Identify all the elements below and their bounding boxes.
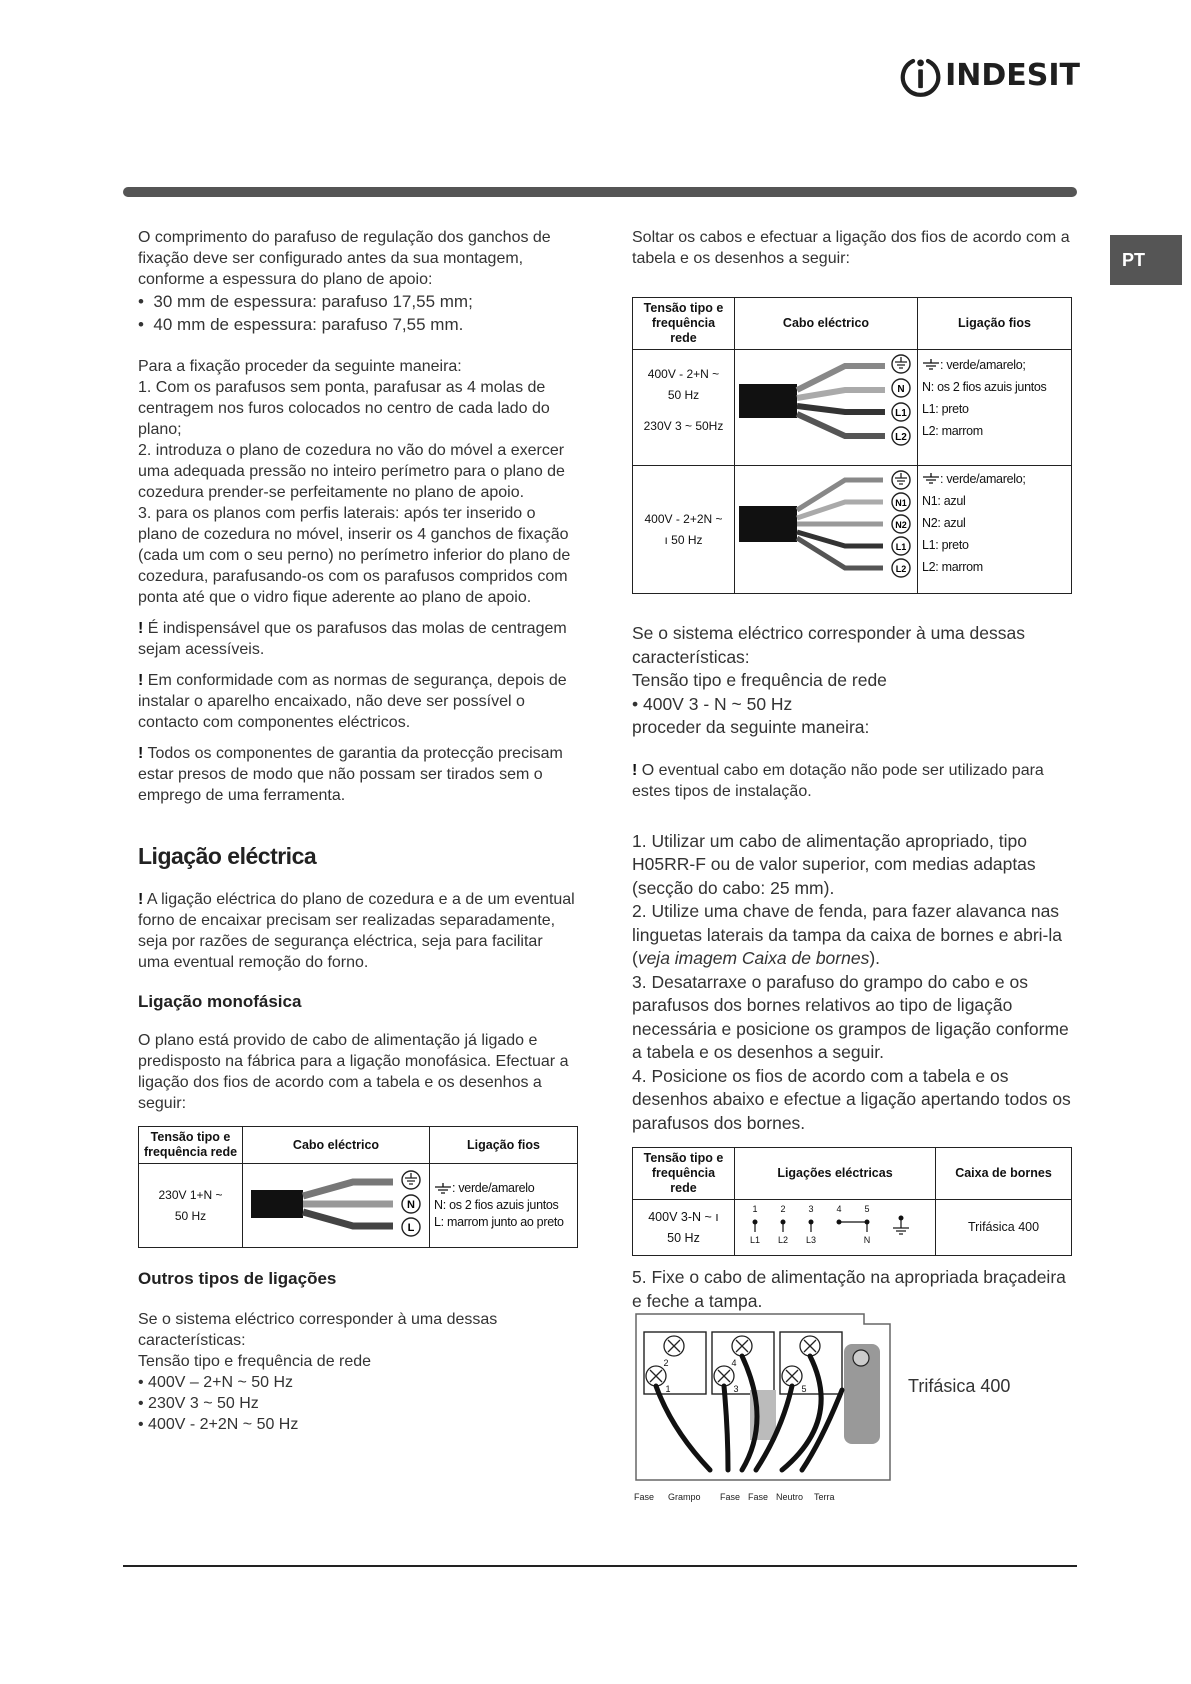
legend-line: N2: azul <box>922 515 966 530</box>
legend-line: : verde/amarelo; <box>918 354 1071 376</box>
language-tab: PT <box>1110 235 1182 285</box>
table-header: Cabo eléctrico <box>243 1127 430 1164</box>
svg-text:L2: L2 <box>895 432 907 443</box>
mono-table <box>138 1126 578 1248</box>
table-header: Ligação fios <box>430 1127 578 1164</box>
step-3: 3. Desatarraxe o parafuso do grampo do cabo e os parafusos dos bornes relativos ao tipo de ligação necessária e posicione os grampos de ligação conforme a tabela e os desenhos a seguir. <box>632 971 1069 1062</box>
svg-text:L1: L1 <box>895 408 907 419</box>
table-header: Caixa de bornes <box>936 1148 1072 1200</box>
svg-text:N: N <box>897 384 905 395</box>
legend-line: N: os 2 fios azuis juntos <box>434 1198 559 1212</box>
svg-text:5: 5 <box>864 1204 870 1214</box>
ground-icon <box>434 1183 452 1195</box>
list-item: • 30 mm de espessura: parafuso 17,55 mm; <box>138 292 473 311</box>
svg-text:Fase: Fase <box>720 1492 741 1502</box>
legend-line: L: marrom junto ao preto <box>434 1215 564 1229</box>
svg-text:2: 2 <box>663 1358 669 1368</box>
thickness-list <box>138 290 578 336</box>
fix-step-3: 3. para os planos com perfis laterais: após ter inserido o plano de cozedura no móvel, inserir os 4 ganchos de fixação (cada um com o seu perno) no perímetro inferior do plano de cozedura, parafusando-os com os parafusos compridos com ponta até que o vidro fique aderente ao plano de apoio. <box>138 505 571 606</box>
list-item: • 40 mm de espessura: parafuso 7,55 mm. <box>138 315 464 334</box>
svg-text:Fase: Fase <box>748 1492 769 1502</box>
svg-text:2: 2 <box>780 1204 786 1214</box>
list-item: • 400V – 2+N ~ 50 Hz <box>138 1374 294 1391</box>
list-item: • 230V 3 ~ 50 Hz <box>138 1395 259 1412</box>
indesit-logo-icon <box>900 52 941 98</box>
cable-drawing <box>735 466 917 586</box>
step-2: 2. Utilize uma chave de fenda, para fazer alavanca nas linguetas laterais da tampa da caixa de bornes e abri-la (veja imagem Caixa de bornes). <box>632 901 1062 968</box>
legend-cell <box>430 1164 578 1248</box>
warning-3: ! Todos os componentes de garantia da protecção precisam estar presos de modo que não possam ser tirados sem o emprego de uma ferramenta. <box>138 745 563 804</box>
footer-rule <box>123 1565 1077 1567</box>
voltage-cell: 230V 1+N ~ 50 Hz <box>139 1164 243 1248</box>
svg-text:3: 3 <box>808 1204 814 1214</box>
ground-icon <box>899 1216 904 1221</box>
svg-text:1: 1 <box>665 1384 671 1394</box>
svg-text:4: 4 <box>731 1358 737 1368</box>
step-1: 1. Utilizar um cabo de alimentação apropriado, tipo H05RR-F ou de valor superior, com medias adaptas (secção do cabo: 25 mm). <box>632 830 1036 898</box>
condition-intro: Se o sistema eléctrico corresponder à uma dessas características: <box>632 623 1025 667</box>
other-sub: Tensão tipo e frequência de rede <box>138 1353 372 1370</box>
cable-drawing <box>735 350 917 458</box>
terminal-box-cell: Trifásica 400 <box>936 1200 1072 1256</box>
legend-line: L2: marrom <box>922 423 983 438</box>
table-header: Ligações eléctricas <box>735 1148 936 1200</box>
svg-text:L: L <box>407 1222 415 1234</box>
voltage-cell: 400V - 2+2N ~ ı 50 Hz <box>633 466 735 594</box>
legend-line: L1: preto <box>922 401 969 416</box>
svg-text:N: N <box>863 1235 871 1245</box>
cable-drawing <box>243 1164 429 1240</box>
intro-text: O comprimento do parafuso de regulação dos ganchos de fixação deve ser configurado antes da sua montagem, conforme a espessura do plano de apoio: <box>138 229 551 288</box>
svg-text:Terra: Terra <box>814 1492 835 1502</box>
svg-text:N: N <box>407 1199 415 1211</box>
svg-text:Neutro: Neutro <box>776 1492 804 1502</box>
cable-drawing-cell <box>243 1164 430 1248</box>
svg-text:N1: N1 <box>895 498 907 508</box>
right-column <box>632 227 1072 1313</box>
legend-line: N: os 2 fios azuis juntos <box>922 379 1047 394</box>
connection-diagram <box>735 1200 935 1248</box>
other-intro: Se o sistema eléctrico corresponder à uma dessas características: <box>138 1311 498 1349</box>
svg-text:L3: L3 <box>805 1235 817 1245</box>
cable-drawing-cell <box>735 350 918 466</box>
fix-intro: Para a fixação proceder da seguinte maneira: <box>138 358 462 375</box>
ground-icon <box>922 359 940 371</box>
diagram-caption: Trifásica 400 <box>908 1376 1011 1396</box>
section-warning: ! A ligação eléctrica do plano de cozedura e a de um eventual forno de encaixar precisam ser realizadas separadamente, seja por razões de segurança eléctrica, seja para facilitar uma eventual remoção do forno. <box>138 891 575 971</box>
svg-text:4: 4 <box>836 1204 842 1214</box>
svg-text:1: 1 <box>752 1204 758 1214</box>
svg-text:3: 3 <box>733 1384 739 1394</box>
ground-icon <box>922 473 940 485</box>
terminal-table <box>632 1147 1072 1256</box>
fix-step-2: 2. introduza o plano de cozedura no vão do móvel a exercer uma adequada pressão no inteiro perímetro para o plano de cozedura prender-se perfeitamente no plano de apoio. <box>138 442 565 501</box>
right-intro: Soltar os cabos e efectuar a ligação dos fios de acordo com a tabela e os desenhos a seguir: <box>632 229 1070 267</box>
legend-line: L2: marrom <box>922 559 983 574</box>
legend-line: L1: preto <box>922 537 969 552</box>
table-header: Tensão tipo e frequência rede <box>633 298 735 350</box>
table-header: Cabo eléctrico <box>735 298 918 350</box>
legend-cell <box>918 350 1072 466</box>
table-header: Tensão tipo e frequência rede <box>139 1127 243 1164</box>
svg-text:L2: L2 <box>777 1235 789 1245</box>
svg-text:L1: L1 <box>895 542 907 552</box>
legend-line: : verde/amarelo; <box>918 468 1071 490</box>
condition-item: • 400V 3 - N ~ 50 Hz <box>632 693 793 714</box>
indesit-logo <box>900 50 1080 100</box>
connection-diagram-cell <box>735 1200 936 1256</box>
table-header: Tensão tipo e frequência rede <box>633 1148 735 1200</box>
header-rule <box>123 187 1077 197</box>
mono-title: Ligação monofásica <box>138 992 302 1011</box>
section-title: Ligação eléctrica <box>138 843 317 869</box>
right-warning: ! O eventual cabo em dotação não pode ser utilizado para estes tipos de instalação. <box>632 761 1044 800</box>
svg-text:L1: L1 <box>749 1235 761 1245</box>
brand-name: INDESIT <box>945 57 1080 93</box>
legend-line: : verde/amarelo <box>430 1180 577 1197</box>
svg-text:L2: L2 <box>895 564 907 574</box>
condition-sub: Tensão tipo e frequência de rede <box>632 670 887 690</box>
fix-step-1: 1. Com os parafusos sem ponta, parafusar as 4 molas de centragem nos furos colocados no centro de cada lado do plano; <box>138 379 550 438</box>
legend-cell <box>918 466 1072 594</box>
other-title: Outros tipos de ligações <box>138 1269 337 1288</box>
legend-line: N1: azul <box>922 493 966 508</box>
cable-drawing-cell <box>735 466 918 594</box>
table-header: Ligação fios <box>918 298 1072 350</box>
step-5: 5. Fixe o cabo de alimentação na apropriada braçadeira e feche a tampa. <box>632 1267 1066 1311</box>
mono-text: O plano está provido de cabo de alimentação já ligado e predisposto na fábrica para a ligação monofásica. Efectuar a ligação dos fios de acordo com a tabela e os desenhos a seguir: <box>138 1032 569 1112</box>
svg-text:Grampo: Grampo <box>668 1492 701 1502</box>
voltage-cell: 400V 3-N ~ ı 50 Hz <box>633 1200 735 1256</box>
left-column <box>138 227 578 1435</box>
voltage-cell: 400V - 2+N ~ 50 Hz 230V 3 ~ 50Hz <box>633 350 735 466</box>
warning-2: ! Em conformidade com as normas de segurança, depois de instalar o aparelho encaixado, não deve ser possível o contacto com componentes eléctricos. <box>138 672 567 731</box>
step-4: 4. Posicione os fios de acordo com a tabela e os desenhos abaixo e efectue a ligação apertando todos os parafusos dos bornes. <box>632 1065 1071 1133</box>
warning-1: ! É indispensável que os parafusos das molas de centragem sejam acessíveis. <box>138 620 567 658</box>
list-item: • 400V - 2+2N ~ 50 Hz <box>138 1416 299 1433</box>
svg-text:5: 5 <box>801 1384 807 1394</box>
terminal-box-diagram <box>632 1310 902 1510</box>
svg-text:Fase: Fase <box>634 1492 655 1502</box>
svg-text:N2: N2 <box>895 520 907 530</box>
condition-proceed: proceder da seguinte maneira: <box>632 717 870 737</box>
connection-table <box>632 297 1072 594</box>
